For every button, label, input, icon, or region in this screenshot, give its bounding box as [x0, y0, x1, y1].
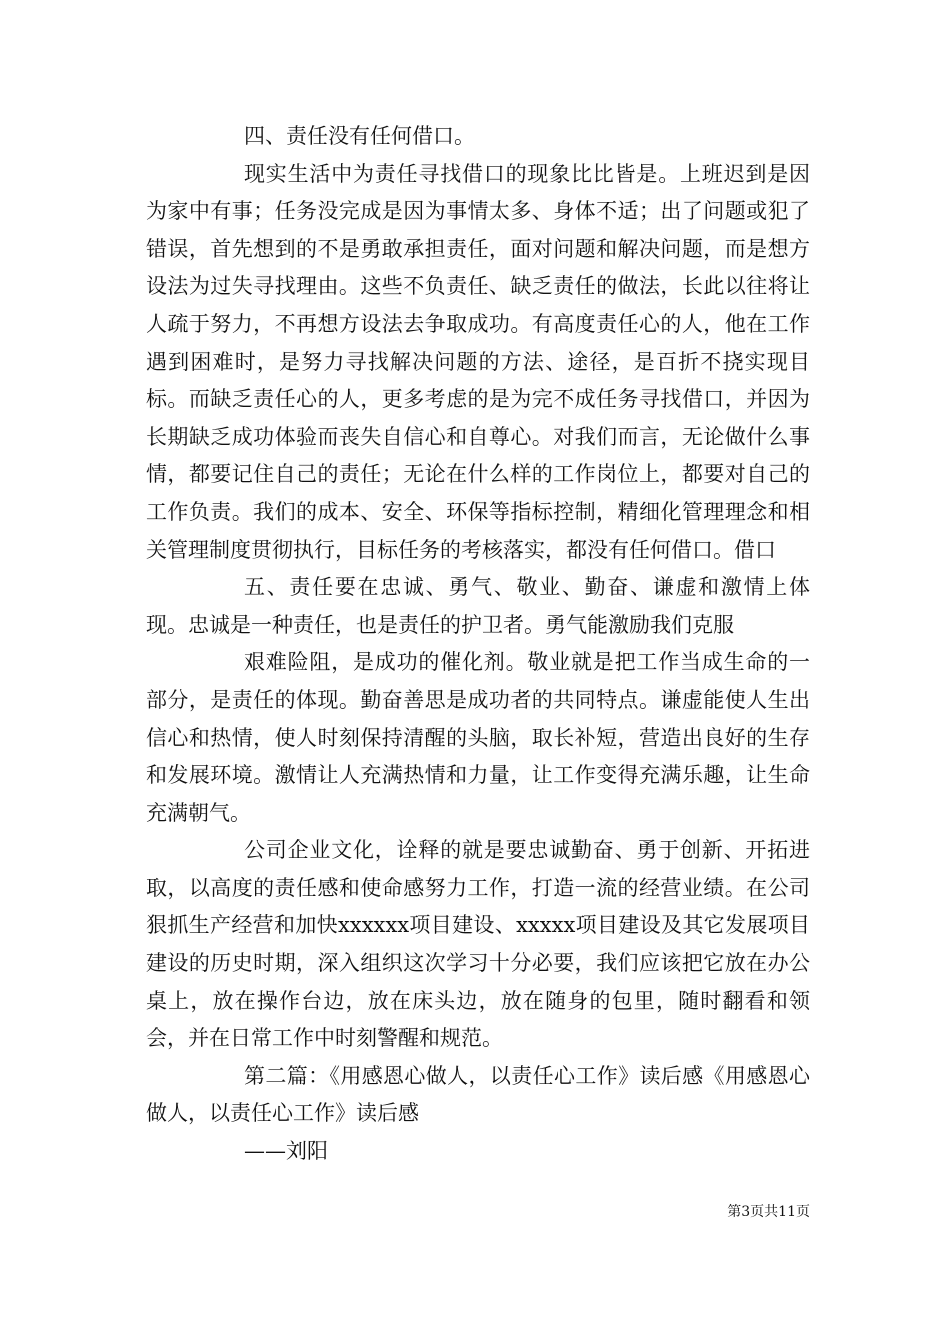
- section-four-body: 现实生活中为责任寻找借口的现象比比皆是。上班迟到是因为家中有事；任务没完成是因为事情太多、身体不适；出了问题或犯了错误，首先想到的不是勇敢承担责任，面对问题和解决问题，而是想方设法为过失寻找理由。这些不负责任、缺乏责任的做法，长此以往将让人疏于努力，不再想方设法去争取成功。有高度责任心的人，他在工作遇到困难时，是努力寻找解决问题的方法、途径，是百折不挠实现目标。而缺乏责任心的人，更多考虑的是为完不成任务寻找借口，并因为长期缺乏成功体验而丧失自信心和自尊心。对我们而言，无论做什么事情，都要记住自己的责任；无论在什么样的工作岗位上，都要对自己的工作负责。我们的成本、安全、环保等指标控制，精细化管理理念和相关管理制度贯彻执行，目标任务的考核落实，都没有任何借口。借口: [146, 161, 810, 562]
- second-article-title: 第二篇：《用感恩心做人，以责任心工作》读后感《用感恩心做人，以责任心工作》读后感: [146, 1063, 810, 1126]
- author-signature: ——刘阳: [244, 1139, 328, 1164]
- section-four-heading: 四、责任没有任何借口。: [244, 124, 475, 148]
- section-five-heading: 五、责任要在忠诚、勇气、敬业、勤奋、谦虚和激情上体现。忠诚是一种责任，也是责任的护卫者。勇气能激励我们克服: [146, 575, 810, 637]
- document-body: [146, 118, 810, 1171]
- company-culture-paragraph: 公司企业文化，诠释的就是要忠诚勤奋、勇于创新、开拓进取，以高度的责任感和使命感努力工作，打造一流的经营业绩。在公司狠抓生产经营和加快xxxxxx项目建设、xxxxx项目建设及其它发展项目建设的历史时期，深入组织这次学习十分必要，我们应该把它放在办公桌上，放在操作台边，放在床头边，放在随身的包里，随时翻看和领会，并在日常工作中时刻警醒和规范。: [146, 838, 810, 1051]
- page-number-footer: 第3页共11页: [727, 1204, 810, 1220]
- section-five-body: 艰难险阻，是成功的催化剂。敬业就是把工作当成生命的一部分，是责任的体现。勤奋善思是成功者的共同特点。谦虚能使人生出信心和热情，使人时刻保持清醒的头脑，取长补短，营造出良好的生存和发展环境。激情让人充满热情和力量，让工作变得充满乐趣，让生命充满朝气。: [146, 650, 810, 825]
